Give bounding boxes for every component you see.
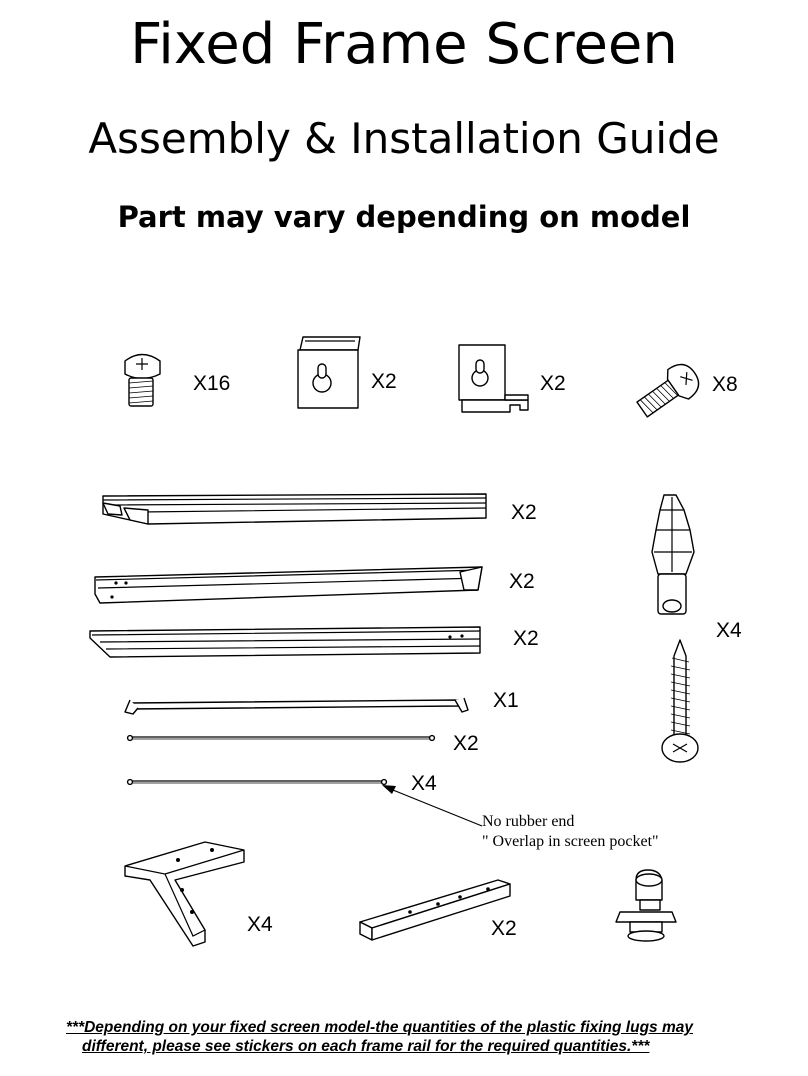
frame-rail-side-illustration <box>90 627 480 657</box>
tension-rod-illustration <box>128 736 435 741</box>
qty-countersunk-screw: X8 <box>712 373 738 396</box>
qty-frame-rail-top: X2 <box>511 501 537 524</box>
qty-frame-rail-holes: X2 <box>509 570 535 593</box>
qty-corner-bracket: X4 <box>247 913 273 936</box>
corner-bracket-illustration <box>125 842 244 946</box>
annotation-no-rubber-end: No rubber end <box>482 813 575 830</box>
annotation-overlap-note: " Overlap in screen pocket" <box>482 833 659 850</box>
tension-rod-no-rubber-illustration <box>128 780 387 785</box>
wall-anchor-illustration <box>652 495 694 614</box>
footer-note <box>66 1018 756 1056</box>
pan-head-screw-illustration <box>125 355 160 407</box>
qty-pan-head-screw: X16 <box>193 372 231 395</box>
footer-line-2: different, please see stickers on each frame rail for the required quantities.*** <box>82 1038 650 1055</box>
page-title: Fixed Frame Screen <box>130 12 678 77</box>
keyhole-l-bracket-illustration <box>459 345 528 412</box>
qty-tension-rod-no-rubber: X4 <box>411 772 437 795</box>
joint-connector-illustration <box>360 880 510 940</box>
frame-rail-holes-illustration <box>95 567 482 603</box>
model-note: Part may vary depending on model <box>117 200 691 234</box>
qty-wall-anchor-screw: X4 <box>716 619 742 642</box>
keyhole-bracket-illustration <box>298 337 360 408</box>
qty-support-bar: X1 <box>493 689 519 712</box>
page-subtitle: Assembly & Installation Guide <box>88 114 720 163</box>
qty-keyhole-l-bracket: X2 <box>540 372 566 395</box>
plastic-fixing-lug-illustration <box>616 870 676 941</box>
footer-line-1: ***Depending on your fixed screen model-the quantities of the plastic fixing lugs may <box>66 1019 693 1036</box>
qty-tension-rod: X2 <box>453 732 479 755</box>
qty-frame-rail-side: X2 <box>513 627 539 650</box>
countersunk-screw-illustration <box>632 358 705 424</box>
frame-rail-top-illustration <box>103 494 486 524</box>
qty-keyhole-bracket: X2 <box>371 370 397 393</box>
qty-joint-connector: X2 <box>491 917 517 940</box>
wood-screw-illustration <box>662 640 698 762</box>
support-bar-illustration <box>125 698 468 714</box>
